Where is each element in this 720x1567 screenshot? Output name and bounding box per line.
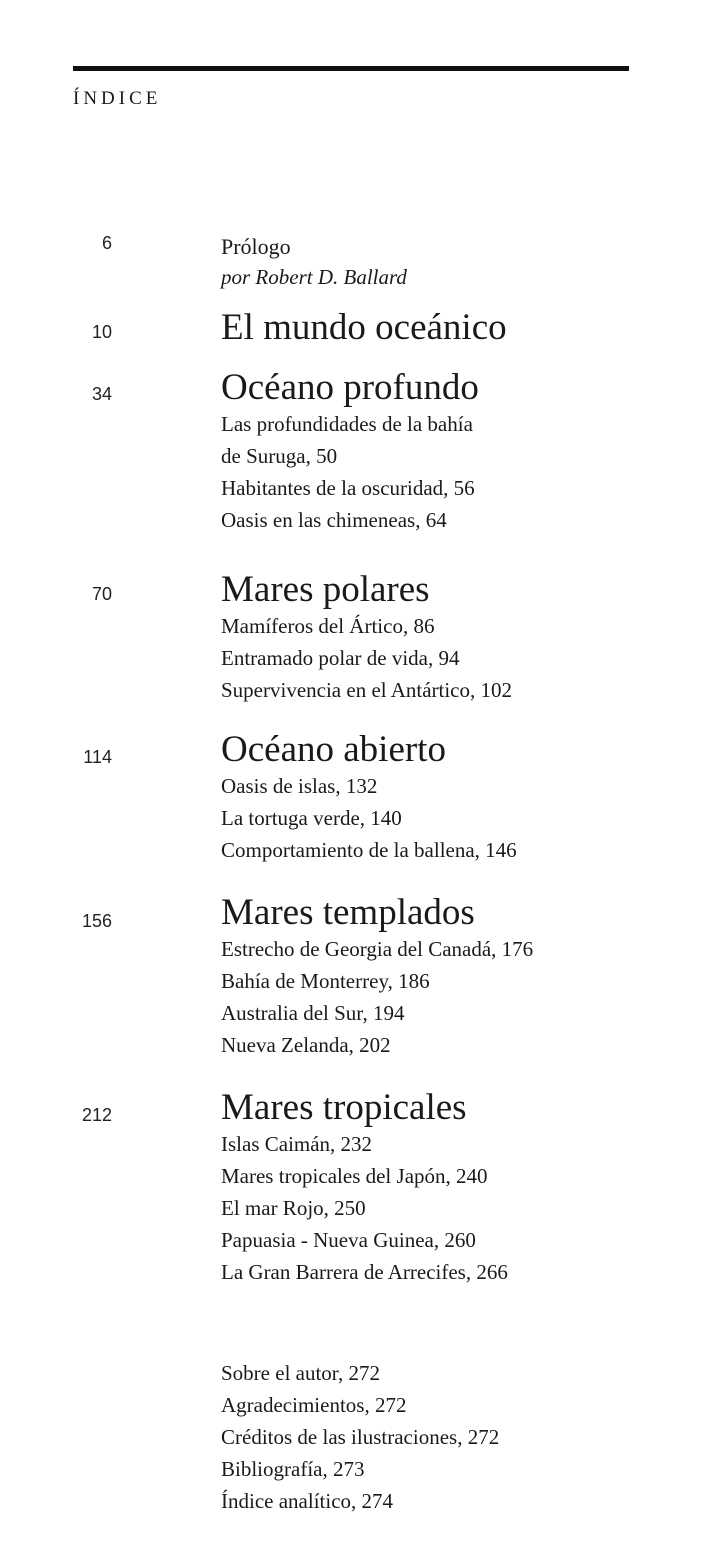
entry-body [221,730,691,866]
subsection-item: Australia del Sur, 194 [221,1001,405,1025]
subsection-item: Papuasia - Nueva Guinea, 260 [221,1228,476,1252]
page-heading: ÍNDICE [73,88,162,109]
backmatter-item: Agradecimientos, 272 [221,1393,407,1417]
subsection-item: Estrecho de Georgia del Canadá, 176 [221,937,534,961]
prologue-author: por Robert D. Ballard [221,265,407,289]
page-number: 34 [91,384,112,404]
section-title: El mundo oceánico [221,307,507,348]
backmatter-item: Sobre el autor, 272 [221,1361,380,1385]
page-number: 156 [81,911,112,931]
entry-body [221,893,691,1061]
subsection-item: Las profundidades de la bahía [221,412,473,436]
section-title: Mares templados [221,892,475,933]
page-number: 6 [101,233,112,253]
backmatter-item: Índice analítico, 274 [221,1489,394,1513]
subsection-item: Supervivencia en el Antártico, 102 [221,678,512,702]
subsection-item: La tortuga verde, 140 [221,806,402,830]
entry-body [221,1088,691,1288]
section-title: Mares polares [221,569,430,610]
entry-body [221,308,691,348]
top-rule [73,66,629,71]
subsection-item: Habitantes de la oscuridad, 56 [221,476,475,500]
backmatter-item: Bibliografía, 273 [221,1457,365,1481]
subsection-item: La Gran Barrera de Arrecifes, 266 [221,1260,508,1284]
backmatter-item: Créditos de las ilustraciones, 272 [221,1425,500,1449]
section-title: Mares tropicales [221,1087,467,1128]
subsection-item: Oasis de islas, 132 [221,774,378,798]
entry-body [221,570,691,706]
entry-body [221,232,691,292]
entry-body [221,1357,691,1517]
subsection-item: El mar Rojo, 250 [221,1196,366,1220]
subsection-item: Comportamiento de la ballena, 146 [221,838,517,862]
subsection-item: Bahía de Monterrey, 186 [221,969,430,993]
page-number: 70 [91,584,112,604]
subsection-item: Nueva Zelanda, 202 [221,1033,391,1057]
subsection-item: de Suruga, 50 [221,444,338,468]
prologue-title: Prólogo [221,234,291,259]
subsection-item: Entramado polar de vida, 94 [221,646,460,670]
subsection-item: Mares tropicales del Japón, 240 [221,1164,488,1188]
page-number: 114 [83,747,112,767]
section-title: Océano abierto [221,729,446,770]
subsection-item: Mamíferos del Ártico, 86 [221,614,435,638]
subsection-item: Oasis en las chimeneas, 64 [221,508,447,532]
page-number: 10 [91,322,112,342]
page-number: 212 [81,1105,112,1125]
entry-body [221,368,691,536]
subsection-item: Islas Caimán, 232 [221,1132,373,1156]
section-title: Océano profundo [221,367,479,408]
